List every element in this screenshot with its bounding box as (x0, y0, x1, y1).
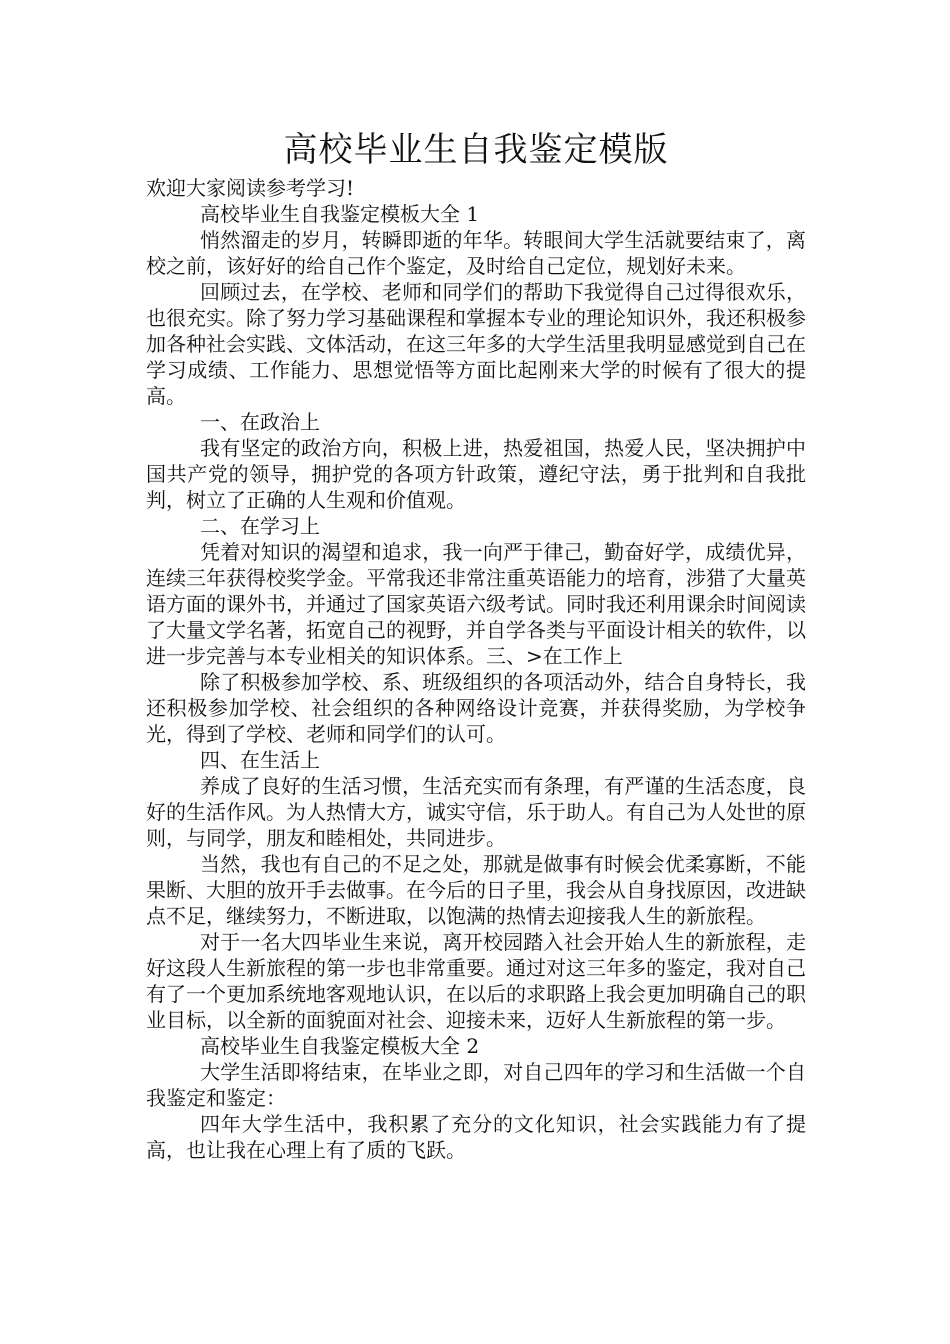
paragraph-4: 凭着对知识的渴望和追求，我一向严于律己，勤奋好学，成绩优异，连续三年获得校奖学金。平常我还非常注重英语能力的培育，涉猎了大量英语方面的课外书，并通过了国家英语六级考试。同时我还利用课余时间阅读了大量文学名著，拓宽自己的视野，并自学各类与平面设计相关的软件，以进一步完善与本专业相关的知识体系。三、>在工作上 (146, 540, 806, 668)
paragraph-3: 我有坚定的政治方向，积极上进，热爱祖国，热爱人民，坚决拥护中国共产党的领导，拥护党的各项方针政策，遵纪守法，勇于批判和自我批判，树立了正确的人生观和价值观。 (146, 436, 806, 512)
paragraph-5: 除了积极参加学校、系、班级组织的各项活动外，结合自身特长，我还积极参加学校、社会组织的各种网络设计竞赛，并获得奖励，为学校争光，得到了学校、老师和同学们的认可。 (146, 670, 806, 746)
section-2-title: 高校毕业生自我鉴定模板大全 2 (200, 1034, 480, 1058)
document-page (146, 128, 806, 1163)
paragraph-8: 对于一名大四毕业生来说，离开校园踏入社会开始人生的新旅程，走好这段人生新旅程的第一步也非常重要。通过对这三年多的鉴定，我对自己有了一个更加系统地客观地认识，在以后的求职路上我会更加明确自己的职业目标，以全新的面貌面对社会、迎接未来，迈好人生新旅程的第一步。 (146, 930, 806, 1032)
document-title: 高校毕业生自我鉴定模版 (283, 130, 669, 170)
paragraph-6: 养成了良好的生活习惯，生活充实而有条理，有严谨的生活态度，良好的生活作风。为人热情大方，诚实守信，乐于助人。有自己为人处世的原则，与同学，朋友和睦相处，共同进步。 (146, 774, 806, 850)
paragraph-1: 悄然溜走的岁月，转瞬即逝的年华。转眼间大学生活就要结束了，离校之前，该好好的给自己作个鉴定，及时给自己定位，规划好未来。 (146, 228, 806, 278)
heading-study: 二、在学习上 (200, 514, 320, 538)
heading-politics: 一、在政治上 (200, 410, 320, 434)
paragraph-9: 大学生活即将结束，在毕业之即，对自己四年的学习和生活做一个自我鉴定和鉴定： (146, 1060, 806, 1110)
paragraph-7: 当然，我也有自己的不足之处，那就是做事有时候会优柔寡断，不能果断、大胆的放开手去做事。在今后的日子里，我会从自身找原因，改进缺点不足，继续努力，不断进取，以饱满的热情去迎接我人生的新旅程。 (146, 852, 806, 928)
paragraph-10: 四年大学生活中，我积累了充分的文化知识，社会实践能力有了提高，也让我在心理上有了质的飞跃。 (146, 1112, 806, 1162)
section-1-title: 高校毕业生自我鉴定模板大全 1 (200, 202, 480, 226)
heading-life: 四、在生活上 (200, 748, 320, 772)
intro-text: 欢迎大家阅读参考学习! (146, 176, 355, 200)
paragraph-2: 回顾过去，在学校、老师和同学们的帮助下我觉得自己过得很欢乐，也很充实。除了努力学习基础课程和掌握本专业的理论知识外，我还积极参加各种社会实践、文体活动，在这三年多的大学生活里我明显感觉到自己在学习成绩、工作能力、思想觉悟等方面比起刚来大学的时候有了很大的提高。 (146, 280, 806, 408)
